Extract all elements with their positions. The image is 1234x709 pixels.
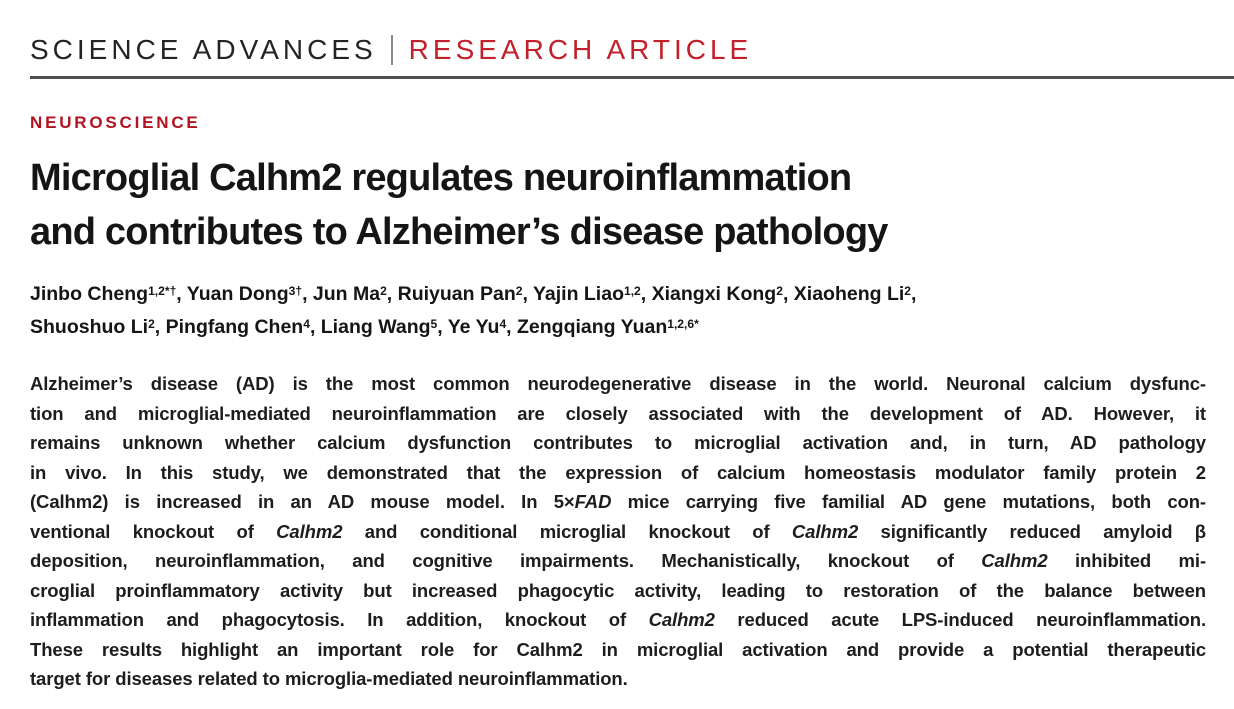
abstract-line: tion and microglial-mediated neuroinflammation are closely associated with the development of AD. However, it: [30, 402, 1206, 424]
paper-title-line-2: and contributes to Alzheimer’s disease pathology: [30, 211, 888, 253]
paper-title: [30, 151, 1206, 259]
abstract-line: Alzheimer’s disease (AD) is the most common neurodegenerative disease in the world. Neuronal calcium dysfunc-: [30, 373, 1206, 394]
abstract-paragraph: [30, 369, 1206, 694]
author-line-1: Jinbo Cheng$^{1,2*\dagger}$, Yuan Dong$^{3\dagger}$, Jun Ma$^2$, Ruiyuan Pan$^2$, Yajin Liao$^{1,2}$, Xiangxi Kong$^2$, Xiaoheng Li$^2$,: [30, 283, 917, 305]
section-label: NEUROSCIENCE: [30, 113, 201, 132]
abstract-line: croglial proinflammatory activity but increased phagocytic activity, leading to restoration of the balance between: [30, 579, 1206, 601]
author-line-2: Shuoshuo Li$^2$, Pingfang Chen$^4$, Liang Wang$^5$, Ye Yu$^4$, Zengqiang Yuan$^{1,2,6*}$: [30, 316, 699, 338]
journal-masthead: [30, 34, 1206, 66]
abstract-line: deposition, neuroinflammation, and cognitive impairments. Mechanistically, knockout of Calhm2 inhibited mi-: [30, 550, 1207, 571]
abstract-line: remains unknown whether calcium dysfunction contributes to microglial activation and, in turn, AD pathology: [30, 432, 1206, 453]
author-list: [30, 279, 1206, 345]
journal-name: SCIENCE ADVANCES: [30, 34, 377, 65]
paper-title-line-1: Microglial Calhm2 regulates neuroinflammation: [30, 157, 852, 199]
abstract-line: ventional knockout of Calhm2 and conditional microglial knockout of Calhm2 significantly reduced amyloid β: [30, 520, 1206, 542]
abstract-line: inflammation and phagocytosis. In addition, knockout of Calhm2 reduced acute LPS-induced neuroinflammation.: [30, 609, 1206, 630]
masthead-divider: [391, 35, 393, 65]
abstract-line: in vivo. In this study, we demonstrated that the expression of calcium homeostasis modulator family protein 2: [30, 461, 1206, 483]
abstract-line: These results highlight an important role for Calhm2 in microglial activation and provide a potential therapeutic: [30, 638, 1206, 660]
abstract-line: (Calhm2) is increased in an AD mouse model. In 5×FAD mice carrying five familial AD gene mutations, both con-: [30, 491, 1206, 512]
article-type-label: RESEARCH ARTICLE: [408, 34, 753, 65]
abstract-line: target for diseases related to microglia-mediated neuroinflammation.: [30, 668, 628, 689]
masthead-rule: [30, 76, 1234, 79]
